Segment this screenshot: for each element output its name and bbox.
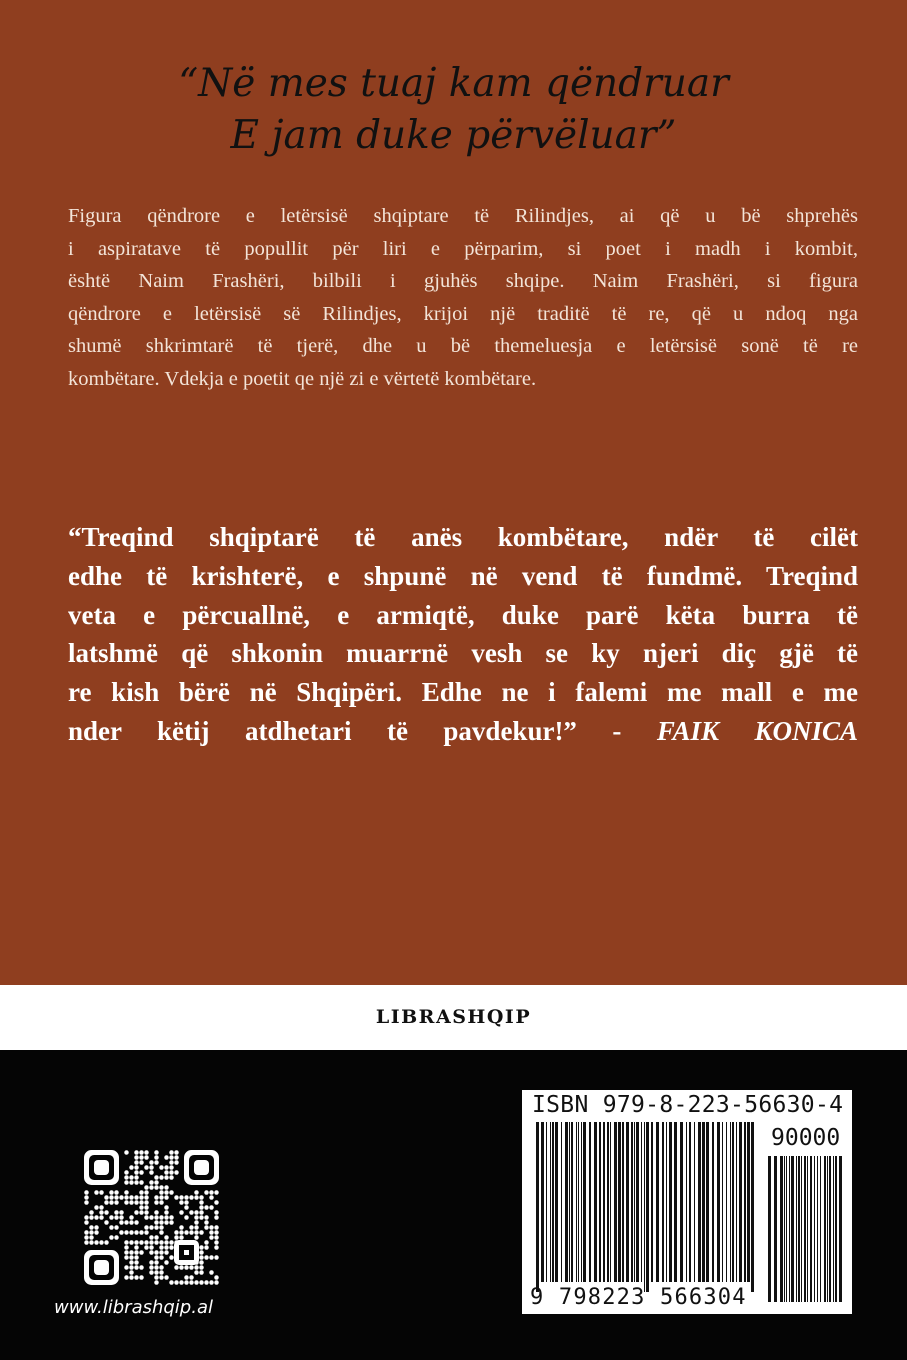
qr-code-icon <box>84 1150 219 1285</box>
blurb-line: qëndrore e letërsisë së Rilindjes, krijoi një traditë të re, që u ndoq nga <box>68 302 858 325</box>
review-author: FAIK KONICA <box>656 715 858 746</box>
review-line: edhe të krishterë, e shpunë në vend të fundmë. Treqind <box>68 560 858 591</box>
book-description <box>68 200 858 395</box>
review-last-line <box>68 712 858 751</box>
publisher-band <box>0 985 907 1050</box>
blurb-line: është Naim Frashëri, bilbili i gjuhës shqipe. Naim Frashëri, si figura <box>68 270 858 292</box>
review-line: latshmë që shkonin muarrnë vesh se ky njeri diç gjë të <box>68 638 858 669</box>
publisher-logo: LIBRASHQIP <box>375 1006 532 1028</box>
blurb-line: i aspiratave të popullit për liri e përparim, si poet i madh i kombit, <box>68 237 858 260</box>
review-line: “Treqind shqiptarë të anës kombëtare, ndër të cilët <box>68 522 858 552</box>
review-line: re kish bërë në Shqipëri. Edhe ne i falemi me mall e me <box>68 677 858 708</box>
review-quote <box>68 518 858 751</box>
review-line: veta e përcuallnë, e armiqtë, duke parë këta burra të <box>68 599 858 630</box>
website-link[interactable]: www.librashqip.al <box>54 1297 213 1318</box>
barcode-icon <box>522 1090 852 1314</box>
review-last-text: nder këtij atdhetari të pavdekur!” - <box>68 715 622 746</box>
epigraph <box>0 58 907 162</box>
epigraph-line-1: “Në mes tuaj kam qëndruar <box>178 61 729 106</box>
isbn-barcode <box>522 1090 852 1314</box>
barcode-digits: 9 798223 566304 <box>530 1285 747 1310</box>
isbn-label: ISBN 979-8-223-56630-4 <box>532 1092 844 1118</box>
blurb-line: Figura qëndrore e letërsisë shqiptare të Rilindjes, ai që u bë shprehës <box>68 205 858 227</box>
epigraph-line-2: E jam duke përvëluar” <box>230 113 677 158</box>
price-addon-code: 90000 <box>771 1125 841 1151</box>
blurb-line: kombëtare. Vdekja e poetit qe një zi e vërtetë kombëtare. <box>68 367 537 390</box>
blurb-line: shumë shkrimtarë të tjerë, dhe u bë themeluesja e letërsisë sonë të re <box>68 335 858 357</box>
